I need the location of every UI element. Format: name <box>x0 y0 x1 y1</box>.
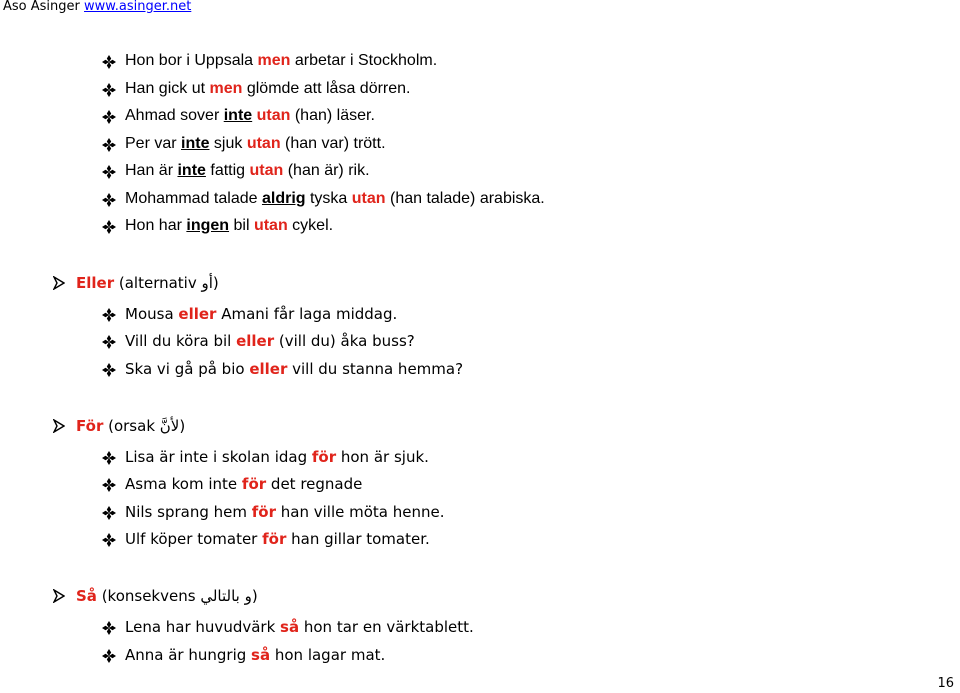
four-diamond-bullet-icon <box>102 220 116 234</box>
arrow-bullet-icon <box>53 419 65 433</box>
negation-underline: inte <box>177 162 206 179</box>
sentence-text: hon är sjuk. <box>336 448 429 466</box>
conjunction-highlight: utan <box>253 217 288 234</box>
list-item-text <box>125 79 410 99</box>
sentence-text: Per var <box>125 135 182 152</box>
list-item-text <box>125 502 444 522</box>
conjunction-highlight: eller <box>249 360 288 378</box>
arabic-translation: و بالتالي <box>200 587 252 605</box>
four-diamond-bullet-icon <box>102 451 116 465</box>
sentence-text: Vill du köra bil <box>125 332 237 350</box>
sentence-text: (han) läser. <box>290 107 375 124</box>
sentence-text: Ahmad sover <box>125 107 224 124</box>
sentence-text: Amani får laga middag. <box>216 305 398 323</box>
conjunction-highlight: utan <box>246 135 281 152</box>
four-diamond-bullet-icon <box>102 649 116 663</box>
sentence-text: hon tar en värktablett. <box>299 618 474 636</box>
list-item-text <box>125 617 474 637</box>
sentence-text: Ska vi gå på bio <box>125 360 250 378</box>
arabic-translation: لأنَّ <box>159 417 180 435</box>
sentence-text: (han är) rik. <box>283 162 370 179</box>
sentence-text: Hon bor i Uppsala <box>125 52 258 69</box>
four-diamond-bullet-icon <box>102 193 116 207</box>
sentence-text: Hon har <box>125 217 187 234</box>
conjunction-highlight: men <box>209 80 243 97</box>
author-name: Aso Asinger <box>3 0 80 14</box>
four-diamond-bullet-icon <box>102 83 116 97</box>
sentence-text: (vill du) åka buss? <box>274 332 415 350</box>
conjunction-highlight: utan <box>256 107 291 124</box>
sentence-text: bil <box>229 217 254 234</box>
conjunction-highlight: utan <box>351 190 386 207</box>
sentence-text: Mohammad talade <box>125 190 262 207</box>
arrow-bullet-icon <box>53 589 65 603</box>
four-diamond-bullet-icon <box>102 55 116 69</box>
list-item-text <box>125 161 370 181</box>
conjunction-highlight: så <box>280 618 300 636</box>
sentence-text: sjuk <box>209 135 247 152</box>
negation-underline: ingen <box>186 217 230 234</box>
conjunction-highlight: så <box>251 646 271 664</box>
list-item-text <box>125 134 386 154</box>
four-diamond-bullet-icon <box>102 506 116 520</box>
sentence-text: glömde att låsa dörren. <box>242 80 411 97</box>
sentence-text: Ulf köper tomater <box>125 530 263 548</box>
sentence-text: fattig <box>205 162 250 179</box>
sentence-text: han gillar tomater. <box>286 530 430 548</box>
heading-meaning: (konsekvens <box>96 587 201 605</box>
sentence-text: Anna är hungrig <box>125 646 252 664</box>
heading-keyword: För <box>76 417 104 435</box>
list-item-text <box>125 359 463 379</box>
heading-meaning: (orsak <box>103 417 160 435</box>
conjunction-highlight: för <box>311 448 337 466</box>
conjunction-highlight: för <box>241 475 267 493</box>
four-diamond-bullet-icon <box>102 533 116 547</box>
negation-underline: inte <box>181 135 210 152</box>
sentence-text: Mousa <box>125 305 179 323</box>
website-link[interactable]: www.asinger.net <box>84 0 192 14</box>
heading-keyword: Så <box>76 587 97 605</box>
list-item-text <box>125 106 375 126</box>
list-item-text <box>125 331 415 351</box>
sentence-text: Han är <box>125 162 178 179</box>
list-item-text <box>125 447 429 467</box>
four-diamond-bullet-icon <box>102 363 116 377</box>
conjunction-highlight: eller <box>178 305 217 323</box>
sentence-text: han ville möta henne. <box>275 503 445 521</box>
arabic-translation: أو <box>201 274 213 292</box>
list-item-text <box>125 216 333 236</box>
heading-paren-close: ) <box>251 587 258 605</box>
sentence-text: tyska <box>305 190 352 207</box>
list-item-text <box>125 189 545 209</box>
four-diamond-bullet-icon <box>102 308 116 322</box>
sentence-text: (han var) trött. <box>280 135 386 152</box>
list-item-text <box>125 304 397 324</box>
conjunction-highlight: men <box>257 52 291 69</box>
four-diamond-bullet-icon <box>102 110 116 124</box>
sentence-text: Han gick ut <box>125 80 210 97</box>
sentence-text: det regnade <box>266 475 363 493</box>
arrow-bullet-icon <box>53 276 65 290</box>
page-number: 16 <box>937 676 954 691</box>
negation-underline: aldrig <box>261 190 306 207</box>
four-diamond-bullet-icon <box>102 621 116 635</box>
four-diamond-bullet-icon <box>102 165 116 179</box>
sentence-text: (han talade) arabiska. <box>385 190 545 207</box>
sentence-text: Lena har huvudvärk <box>125 618 281 636</box>
sentence-text: Nils sprang hem <box>125 503 252 521</box>
sentence-text: vill du stanna hemma? <box>287 360 464 378</box>
sentence-text: cykel. <box>287 217 334 234</box>
conjunction-highlight: eller <box>236 332 275 350</box>
four-diamond-bullet-icon <box>102 138 116 152</box>
heading-keyword: Eller <box>76 274 115 292</box>
list-item-text <box>125 529 430 549</box>
sentence-text: hon lagar mat. <box>270 646 386 664</box>
heading-meaning: (alternativ <box>114 274 202 292</box>
sentence-text: arbetar i Stockholm. <box>290 52 438 69</box>
sentence-text: Asma kom inte <box>125 475 242 493</box>
list-item-text <box>125 645 385 665</box>
heading-paren-close: ) <box>212 274 219 292</box>
negation-underline: inte <box>223 107 253 124</box>
conjunction-highlight: för <box>251 503 276 521</box>
list-item-text <box>125 474 362 494</box>
conjunction-highlight: för <box>262 530 287 548</box>
sentence-text: Lisa är inte i skolan idag <box>125 448 312 466</box>
four-diamond-bullet-icon <box>102 478 116 492</box>
four-diamond-bullet-icon <box>102 335 116 349</box>
page-header <box>3 0 191 14</box>
list-item-text <box>125 51 437 71</box>
conjunction-highlight: utan <box>249 162 284 179</box>
heading-paren-close: ) <box>179 417 186 435</box>
